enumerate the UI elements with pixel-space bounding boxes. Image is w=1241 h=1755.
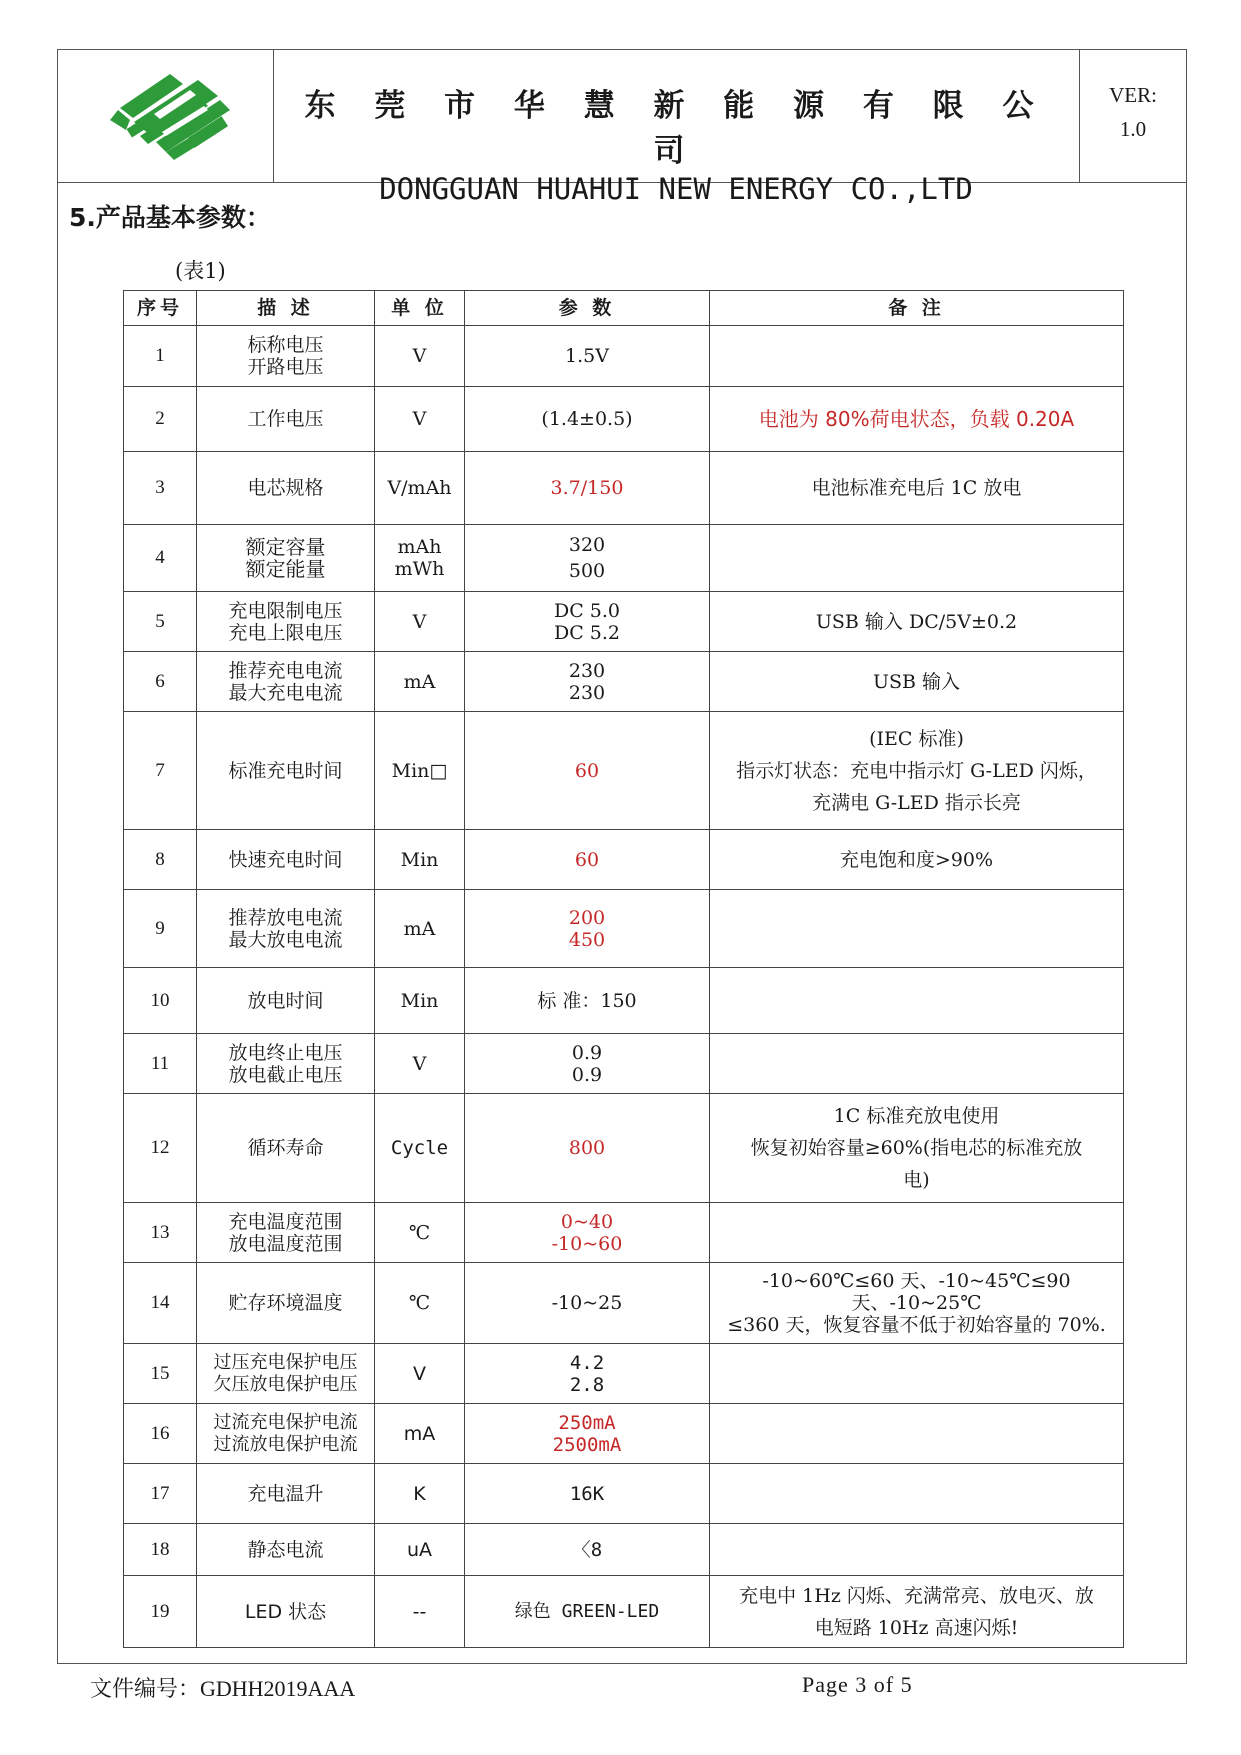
- desc-line: 额定能量: [245, 557, 326, 581]
- version-value: 1.0: [1119, 117, 1147, 141]
- row-desc: [197, 525, 375, 592]
- desc-line: 欠压放电保护电压: [213, 1373, 358, 1395]
- note-line: -10~60℃≤60 天、-10~45℃≤90 天、-10~25℃: [762, 1270, 1071, 1314]
- row-note: [710, 890, 1124, 968]
- desc-line: 充电上限电压: [228, 621, 343, 644]
- row-desc: [197, 890, 375, 968]
- row-note: [710, 1576, 1124, 1648]
- row-param: 1.5V: [465, 326, 710, 387]
- row-param: 16K: [465, 1464, 710, 1524]
- row-note: 电池为 80%荷电状态，负载 0.20A: [710, 387, 1124, 452]
- param-line: 2.8: [569, 1373, 605, 1396]
- row-note: [710, 1344, 1124, 1404]
- param-line: 320: [568, 534, 606, 556]
- row-unit: --: [375, 1576, 465, 1648]
- company-logo-icon: [58, 50, 273, 182]
- document-header: [58, 50, 1186, 206]
- row-desc: [197, 592, 375, 652]
- row-desc: LED 状态: [197, 1576, 375, 1648]
- desc-line: 过流充电保护电流: [213, 1411, 358, 1433]
- unit-line: mAh: [397, 536, 442, 558]
- row-desc: 放电时间: [197, 968, 375, 1034]
- row-param: 〈8: [465, 1524, 710, 1576]
- note-line: (IEC 标准): [869, 727, 964, 750]
- row-param: [465, 592, 710, 652]
- row-desc: [197, 1203, 375, 1263]
- desc-line: 放电终止电压: [228, 1041, 343, 1064]
- row-desc: 充电温升: [197, 1464, 375, 1524]
- header-desc: 描 述: [197, 291, 375, 326]
- unit-line: mWh: [394, 558, 445, 580]
- row-no: 3: [124, 452, 197, 525]
- row-param: (1.4±0.5): [465, 387, 710, 452]
- desc-line: 推荐充电电流: [228, 659, 343, 682]
- row-note: [710, 1263, 1124, 1344]
- row-note: 充电饱和度>90%: [710, 830, 1124, 890]
- note-line: 1C 标准充放电使用: [833, 1105, 1000, 1127]
- row-unit: V: [375, 387, 465, 452]
- row-param: 60: [465, 712, 710, 830]
- row-param: 标 准：150: [465, 968, 710, 1034]
- table-header-row: [124, 291, 1124, 326]
- param-line: 230: [568, 681, 606, 704]
- row-desc: 循环寿命: [197, 1094, 375, 1203]
- desc-line: 额定容量: [245, 535, 326, 559]
- table-row: [124, 387, 1124, 452]
- version-label: VER:: [1109, 83, 1157, 107]
- row-no: 4: [124, 525, 197, 592]
- row-desc: 贮存环境温度: [197, 1263, 375, 1344]
- row-no: 1: [124, 326, 197, 387]
- note-line: 充电中 1Hz 闪烁、充满常亮、放电灭、放: [739, 1584, 1094, 1607]
- table-row: [124, 890, 1124, 968]
- table-caption: (表1): [175, 259, 226, 283]
- row-unit: V: [375, 1034, 465, 1094]
- row-no: 11: [124, 1034, 197, 1094]
- parameter-table: [123, 290, 1124, 1648]
- row-unit: Min: [375, 968, 465, 1034]
- row-desc: 工作电压: [197, 387, 375, 452]
- param-line: 2500mA: [552, 1433, 622, 1456]
- row-param: [465, 525, 710, 592]
- param-line: 200: [568, 906, 606, 929]
- row-unit: mA: [375, 1404, 465, 1464]
- row-unit: Cycle: [375, 1094, 465, 1203]
- row-note: [710, 1034, 1124, 1094]
- row-unit: mA: [375, 652, 465, 712]
- row-desc: 标准充电时间: [197, 712, 375, 830]
- param-line: 230: [568, 659, 606, 682]
- row-param: [465, 890, 710, 968]
- row-no: 10: [124, 968, 197, 1034]
- desc-line: 最大放电电流: [228, 928, 343, 951]
- table-row: [124, 1263, 1124, 1344]
- table-row: [124, 525, 1124, 592]
- table-row: [124, 1344, 1124, 1404]
- row-no: 6: [124, 652, 197, 712]
- desc-line: 推荐放电电流: [228, 906, 343, 929]
- row-no: 12: [124, 1094, 197, 1203]
- row-no: 13: [124, 1203, 197, 1263]
- company-name-en: DONGGUAN HUAHUI NEW ENERGY CO.,LTD: [379, 172, 973, 206]
- desc-line: 充电温度范围: [228, 1210, 343, 1233]
- row-param: [465, 652, 710, 712]
- row-no: 14: [124, 1263, 197, 1344]
- row-no: 8: [124, 830, 197, 890]
- header-note: 备 注: [710, 291, 1124, 326]
- row-no: 19: [124, 1576, 197, 1648]
- table-row: [124, 830, 1124, 890]
- header-param: 参 数: [465, 291, 710, 326]
- note-line: ≤360 天，恢复容量不低于初始容量的 70%.: [727, 1314, 1106, 1336]
- doc-number: 文件编号：GDHH2019AAA: [90, 1676, 356, 1701]
- row-note: [710, 1404, 1124, 1464]
- row-note: 电池标准充电后 1C 放电: [710, 452, 1124, 525]
- param-line: 0.9: [571, 1063, 603, 1086]
- row-unit: V: [375, 592, 465, 652]
- row-no: 15: [124, 1344, 197, 1404]
- row-no: 2: [124, 387, 197, 452]
- row-param: 3.7/150: [465, 452, 710, 525]
- row-desc: [197, 1404, 375, 1464]
- row-param: 绿色 GREEN-LED: [465, 1576, 710, 1648]
- param-line: 250mA: [558, 1411, 616, 1434]
- desc-line: 开路电压: [247, 356, 324, 378]
- param-line: 450: [568, 928, 606, 951]
- note-line: 电): [903, 1169, 930, 1191]
- header-unit: 单 位: [375, 291, 465, 326]
- table-row: [124, 1404, 1124, 1464]
- row-unit: uA: [375, 1524, 465, 1576]
- param-line: 0~40: [560, 1210, 614, 1233]
- page-number: Page 3 of 5: [802, 1672, 913, 1697]
- row-unit: Min□: [375, 712, 465, 830]
- row-note: [710, 326, 1124, 387]
- desc-line: 最大充电电流: [228, 681, 343, 704]
- row-no: 17: [124, 1464, 197, 1524]
- note-line: 指示灯状态：充电中指示灯 G-LED 闪烁，: [736, 759, 1097, 782]
- param-line: 0.9: [571, 1041, 603, 1064]
- row-unit: ℃: [375, 1203, 465, 1263]
- row-param: -10~25: [465, 1263, 710, 1344]
- row-param: [465, 1034, 710, 1094]
- param-line: DC 5.0: [553, 599, 621, 622]
- row-unit: Min: [375, 830, 465, 890]
- row-note: [710, 1464, 1124, 1524]
- desc-line: 标称电压: [247, 334, 324, 356]
- table-row: [124, 1034, 1124, 1094]
- row-unit: mA: [375, 890, 465, 968]
- row-no: 5: [124, 592, 197, 652]
- company-title: [273, 50, 1079, 206]
- row-param: 60: [465, 830, 710, 890]
- note-line: 恢复初始容量≥60%(指电芯的标准充放: [750, 1137, 1083, 1159]
- row-no: 18: [124, 1524, 197, 1576]
- row-param: [465, 1404, 710, 1464]
- row-note: USB 输入 DC/5V±0.2: [710, 592, 1124, 652]
- row-note: [710, 968, 1124, 1034]
- desc-line: 过压充电保护电压: [213, 1351, 358, 1373]
- row-no: 16: [124, 1404, 197, 1464]
- row-desc: [197, 1344, 375, 1404]
- table-row: [124, 652, 1124, 712]
- row-no: 7: [124, 712, 197, 830]
- row-param: [465, 1344, 710, 1404]
- table-row: [124, 968, 1124, 1034]
- company-name-cn: 东 莞 市 华 慧 新 能 源 有 限 公 司: [304, 88, 1048, 169]
- table-row: [124, 1576, 1124, 1648]
- param-line: 500: [568, 560, 606, 582]
- row-unit: V: [375, 326, 465, 387]
- desc-line: 放电温度范围: [228, 1232, 343, 1255]
- row-note: [710, 712, 1124, 830]
- desc-line: 充电限制电压: [228, 599, 343, 622]
- table-row: [124, 592, 1124, 652]
- header-no: 序号: [124, 291, 197, 326]
- row-unit: [375, 525, 465, 592]
- table-row: [124, 1094, 1124, 1203]
- row-desc: [197, 1034, 375, 1094]
- row-desc: 快速充电时间: [197, 830, 375, 890]
- table-row: [124, 452, 1124, 525]
- row-unit: K: [375, 1464, 465, 1524]
- row-note: [710, 1203, 1124, 1263]
- row-param: 800: [465, 1094, 710, 1203]
- param-line: -10~60: [551, 1232, 623, 1255]
- logo-cell: [58, 50, 274, 182]
- param-line: DC 5.2: [553, 621, 621, 644]
- row-unit: V/mAh: [375, 452, 465, 525]
- row-note: [710, 525, 1124, 592]
- row-no: 9: [124, 890, 197, 968]
- row-note: USB 输入: [710, 652, 1124, 712]
- param-line: 4.2: [569, 1351, 605, 1374]
- row-note: [710, 1094, 1124, 1203]
- desc-line: 过流放电保护电流: [213, 1433, 358, 1455]
- table-row: [124, 1524, 1124, 1576]
- table-row: [124, 326, 1124, 387]
- row-unit: V: [375, 1344, 465, 1404]
- row-param: [465, 1203, 710, 1263]
- desc-line: 放电截止电压: [228, 1063, 343, 1086]
- row-unit: ℃: [375, 1263, 465, 1344]
- row-desc: 电芯规格: [197, 452, 375, 525]
- version-cell: [1079, 50, 1186, 182]
- table-row: [124, 1464, 1124, 1524]
- section-title: 5.产品基本参数：: [69, 203, 271, 232]
- table-row: [124, 712, 1124, 830]
- row-desc: [197, 326, 375, 387]
- page-frame: [57, 49, 1187, 1664]
- row-desc: 静态电流: [197, 1524, 375, 1576]
- row-note: [710, 1524, 1124, 1576]
- table-row: [124, 1203, 1124, 1263]
- row-desc: [197, 652, 375, 712]
- note-line: 充满电 G-LED 指示长亮: [812, 791, 1021, 814]
- note-line: 电短路 10Hz 高速闪烁!: [814, 1616, 1019, 1639]
